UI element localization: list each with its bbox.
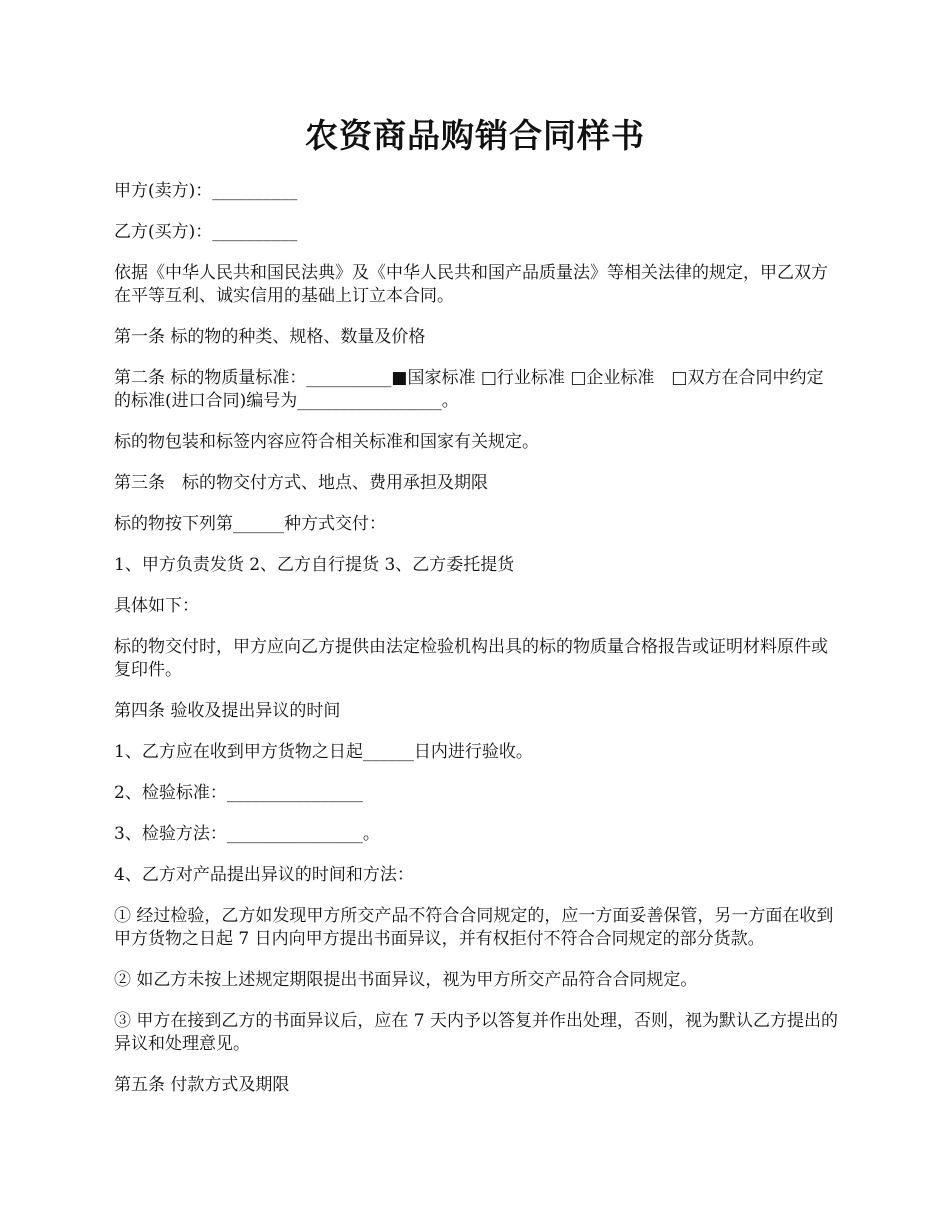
objection-item-1: ① 经过检验，乙方如发现甲方所交产品不符合合同规定的，应一方面妥善保管，另一方面在收到甲方货物之日起 7 日内向甲方提出书面异议，并有权拒付不符合合同规定的部分货款。: [114, 906, 834, 949]
article-2-paragraph: 第二条 标的物质量标准：__________■国家标准 □行业标准 □企业标准 □双方在合同中约定的标准(进口合同)编号为_________________。: [114, 368, 824, 411]
quality-report-paragraph: 标的物交付时，甲方应向乙方提供由法定检验机构出具的标的物质量合格报告或证明材料原件或复印件。: [114, 637, 828, 680]
article-4-heading: 第四条 验收及提出异议的时间: [114, 701, 341, 721]
party-a-line: 甲方(卖方)：__________: [114, 181, 298, 201]
article-3-heading: 第三条 标的物交付方式、地点、费用承担及期限: [114, 473, 488, 493]
inspection-days-line: 1、乙方应在收到甲方货物之日起______日内进行验收。: [114, 742, 533, 762]
delivery-options-line: 1、甲方负责发货 2、乙方自行提货 3、乙方委托提货: [114, 555, 515, 575]
document-body: [114, 180, 840, 1115]
details-line: 具体如下：: [114, 596, 199, 616]
preamble-paragraph: 依据《中华人民共和国民法典》及《中华人民共和国产品质量法》等相关法律的规定，甲乙双方在平等互利、诚实信用的基础上订立本合同。: [114, 263, 828, 306]
article-1-heading: 第一条 标的物的种类、规格、数量及价格: [114, 327, 426, 347]
article-5-heading: 第五条 付款方式及期限: [114, 1075, 290, 1095]
objection-item-2: ② 如乙方未按上述规定期限提出书面异议，视为甲方所交产品符合合同规定。: [114, 970, 698, 990]
inspection-standard-line: 2、检验标准：________________: [114, 783, 363, 803]
packaging-paragraph: 标的物包装和标签内容应符合相关标准和国家有关规定。: [114, 432, 539, 452]
delivery-method-line: 标的物按下列第______种方式交付：: [114, 514, 386, 534]
inspection-method-line: 3、检验方法：________________。: [114, 824, 380, 844]
party-b-line: 乙方(买方)：__________: [114, 222, 298, 242]
document-title: 农资商品购销合同样书: [305, 116, 645, 155]
objection-heading-line: 4、乙方对产品提出异议的时间和方法：: [114, 865, 414, 885]
objection-item-3: ③ 甲方在接到乙方的书面异议后，应在 7 天内予以答复并作出处理，否则，视为默认乙方提出的异议和处理意见。: [114, 1011, 839, 1054]
